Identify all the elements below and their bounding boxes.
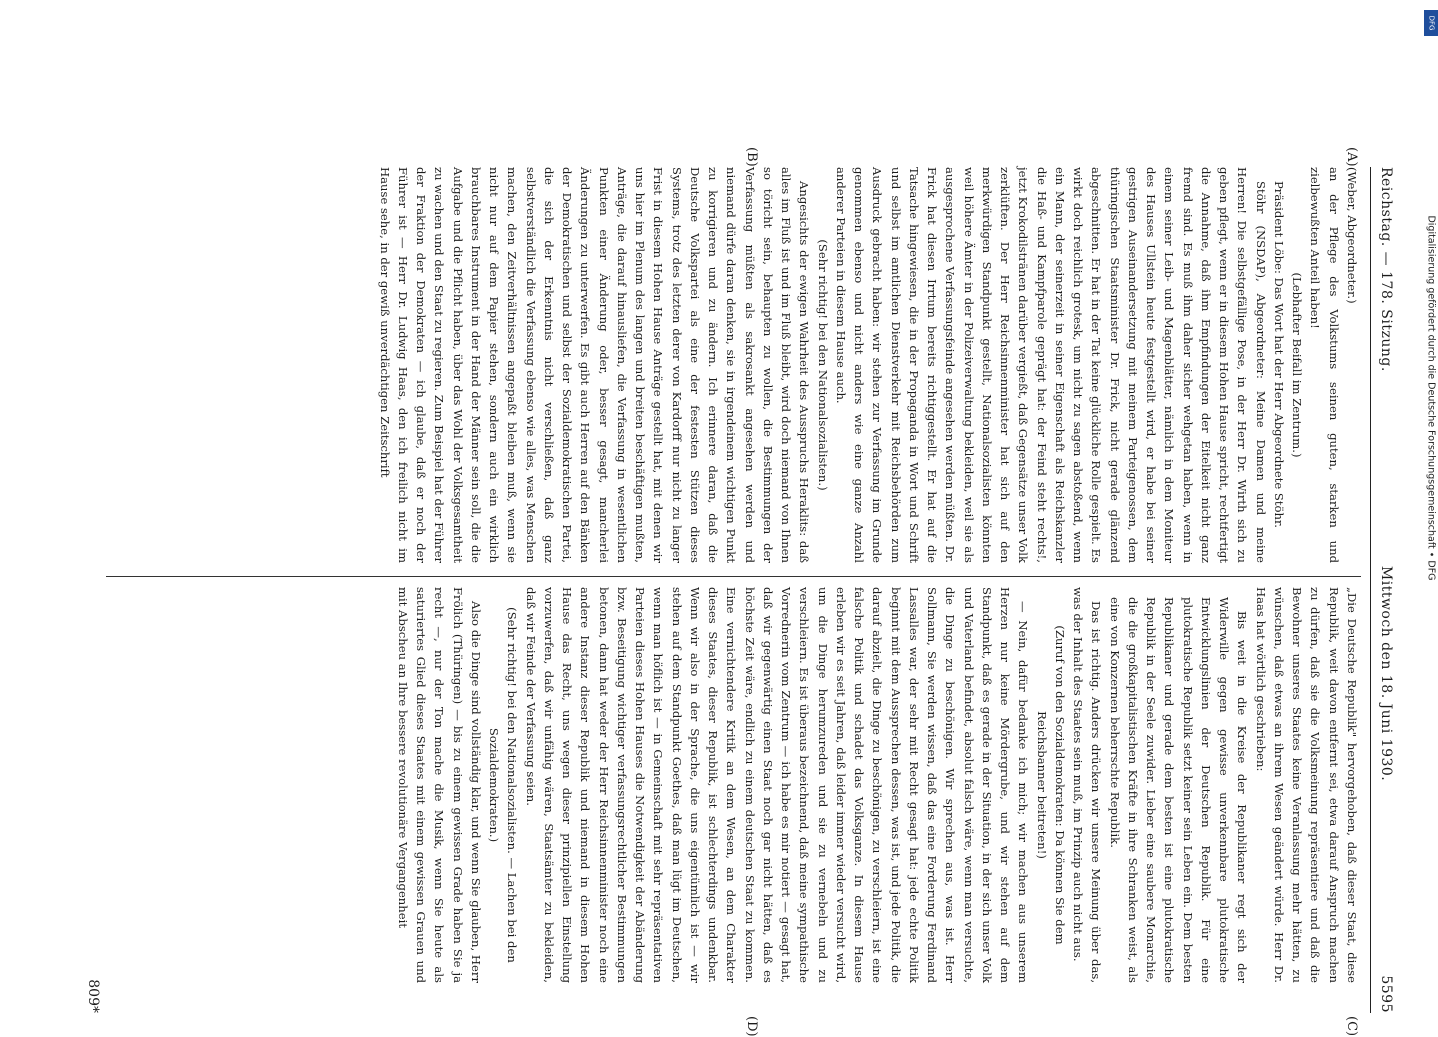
header-session: Reichstag. — 178. Sitzung.	[1378, 167, 1394, 372]
page-header	[1373, 167, 1399, 1013]
page-footer-signature: 809*	[85, 979, 101, 1013]
digitization-credit: Digitalisierung gefördert durch die Deutsche Forschungsgemeinschaft • DFG	[1425, 215, 1437, 581]
speech-paragraph: — Nein, dafür bedanke ich mich; wir machen aus unserem Herzen nur keine Mördergrube, und wir stehen auf dem Standpunkt, daß es gerade in der Situation, in der sich unser Volk und Vaterland befindet, absolut falsch wäre, wenn man versuchte, die Dinge zu beschönigen. Wir sprechen aus, was ist. Herr Sollmann, Sie werden wissen, daß das eine Forderung Ferdinand Lassalles war, der sehr mit Recht gesagt hat: jede echte Politik beginnt mit dem Aussprechen dessen, was ist, und jede Politik, die darauf abzielt, die Dinge zu beschönigen, zu verschleiern, ist eine falsche Politik und schadet das Volksganze. In diesem Hause erleben wir es seit Jahren, daß leider immer wieder versucht wird, um die Dinge herumzureden und sie zu vernebeln und zu verschleiern. Es ist überaus bezeichnend, daß meine sympathische Vorrednerin vom Zentrum — ich habe es mir notiert — gesagt hat, daß wir gegenwärtig einen Staat noch gar nicht hätten, daß es höchste Zeit wäre, endlich zu einem deutschen Staat zu kommen. Eine vernichtendere Kritik an dem Wesen, an dem Charakter dieses Staates, dieser Republik, ist schlechterdings undenkbar. Wenn wir also in der Sprache, die uns eigentümlich ist — wir stehen auf dem Standpunkt Goethes, daß man lügt im Deutschen, wenn man höflich ist — in Gemeinschaft mit sehr repräsentativen Parteien dieses Hohen Hauses die Notwendigkeit der Abänderung bzw. Beseitigung wichtiger verfassungsrechtlicher Bestimmungen betonen, dann hat weder der Herr Reichsinnenminister noch eine andere Instanz dieser Republik und niemand in diesem Hohen Hause das Recht, uns wegen dieser prinzipiellen Einstellung vorzuwerfen, daß wir unfähig wären, Staatsämter zu bekleiden, daß wir Feinde der Verfassung seien.	[523, 587, 1031, 983]
column-divider	[106, 576, 1361, 577]
header-rule	[1370, 167, 1371, 1013]
header-date: Mittwoch den 18. Juni 1930.	[1378, 565, 1394, 782]
quotation: Bis weit in die Kreise der Republikaner regt sich der Widerwille gegen gewisse unverkennbare plutokratische Entwicklungslinien der Deutschen Republik. Für eine plutokratische Republik setzt keiner sein Leben ein. Dem besten Republikaner und gerade dem besten ist eine plutokratische Republik in der Seele zuwider. Lieber eine saubere Monarchie, die die großkapitalistischen Kräfte in ihre Schranken weist, als eine von Konzernen beherrschte Republik.	[1107, 597, 1250, 983]
margin-letter-d: (D)	[744, 1016, 759, 1037]
interjection: (Zuruf von den Sozialdemokraten: Da können Sie dem Reichsbanner beitreten!)	[1034, 625, 1067, 945]
paragraph: „Die Deutsche Republik" hervorgehoben, daß dieser Staat, diese Republik, weit davon entfernt sei, etwa darauf Anspruch machen zu dürfen, daß sie die Volksmeinung repräsentiere und daß die Bewohner unseres Staates keine Veranlassung mehr hätten, zu wünschen, daß etwas an ihrem Wesen geändert würde. Herr Dr. Haas hat wörtlich geschrieben:	[1253, 587, 1359, 983]
header-page-number: 5595	[1378, 975, 1394, 1013]
dfg-logo-icon	[1424, 10, 1438, 36]
rotated-page-content	[79, 147, 1399, 1037]
interjection: (Sehr richtig! bei den Nationalsozialisten. — Lachen bei den Sozialdemokraten.)	[487, 607, 520, 963]
speaker-continuation: (Weber, Abgeordneter.)	[1345, 167, 1359, 304]
margin-letter-c: (C)	[1344, 1016, 1359, 1037]
interjection: (Sehr richtig! bei den Nationalsozialisten.)	[815, 239, 830, 491]
dfg-logo-text: DFG	[1427, 15, 1435, 31]
speech-paragraph: Also die Dinge sind vollständig klar, und wenn Sie glauben, Herr Frölich (Thüringen) — bis zu einem gewissen Grade haben Sie ja recht —, nur der Ton mache die Musik, wenn Sie heute als saturiertes Glied dieses Staates mit einem gewissen Grauen und mit Abscheu an Ihre bessere revolutionäre Vergangenheit	[396, 587, 483, 983]
margin-letter-b: (B)	[744, 147, 759, 167]
paragraph: Das ist richtig. Anders drücken wir unsere Meinung über das, was der Inhalt des Staates sein muß, im Prinzip auch nicht aus.	[1071, 587, 1104, 983]
speech-paragraph: Angesichts der ewigen Wahrheit des Ausspruchs Heraklits: daß alles im Fluß ist und im Fluß bleibt, wird doch niemand von Ihnen so töricht sein, behaupten zu wollen, die Bestimmungen der Verfassung müßten als sakrosankt angesehen werden und niemand dürfe daran denken, sie in irgendeinem wichtigen Punkt zu korrigieren und zu ändern. Ich erinnere daran, daß die Deutsche Volkspartei als eine der festesten Stützen dieses Systems, trotz des letzten derer von Kardorff nur nicht zu langer Frist in diesem Hohen Hause Anträge gestellt hat, mit denen wir uns hier im Plenum des langen und breiten beschäftigen mußten, Anträge, die darauf hinausliefen, die Verfassung in wesentlichen Punkten einer Änderung oder, besser gesagt, mancherlei Änderungen zu unterwerfen. Es gibt auch Herren auf den Bänken der Demokratischen und selbst der Sozialdemokratischen Partei, die sich der Erkenntnis nicht verschließen, daß ganz selbstverständlich die Verfassung ebenso wie alles, was Menschen machen, den Zeitverhältnissen angepaßt bleiben muß, wenn sie nicht nur auf dem Papier stehen, sondern auch ein wirklich brauchbares Instrument in der Hand der Männer sein soll, die die Aufgabe und die Pflicht haben, über das Wohl der Volksgesamtheit zu wachen und den Staat zu regieren. Zum Beispiel hat der Führer der Fraktion der Demokraten — ich glaube, daß er noch der Führer ist — Herr Dr. Ludwig Haas, den ich freilich nicht im Hause sehe, in der gewiß unverdächtigen Zeitschrift	[377, 167, 812, 563]
applause-note: (Lebhafter Beifall im Zentrum.)	[1290, 272, 1305, 458]
president-statement: Präsident Löbe: Das Wort hat der Herr Abgeordnete Stöhr.	[1272, 181, 1286, 528]
margin-letter-a: (A)	[1344, 147, 1359, 167]
paragraph: an der Pflege des Volkstums seinen guten, starken und zielbewußten Anteil haben!	[1308, 167, 1341, 563]
right-column	[106, 587, 1361, 983]
speech-paragraph: Stöhr (NSDAP), Abgeordneter: Meine Damen und meine Herren! Die selbstgefällige Pose, in der Herr Dr. Wirth sich zu geben pflegt, wenn er in diesem Hohen Hause spricht, rechtfertigt die Annahme, daß ihm Empfindungen der Eitelkeit nicht ganz fremd sind. Es muß ihm daher sicher wehgetan haben, wenn in einem seiner Leib- und Magenblätter, nämlich in dem Moniteur des Hauses Ullstein heute festgestellt wird, er habe bei seiner gestrigen Auseinandersetzung mit meinem Parteigenossen, dem thüringischen Staatsminister Dr. Frick, nicht gerade glänzend abgeschnitten. Er hat in der Tat keine glückliche Rolle gespielt. Es wirkt doch reichlich grotesk, um nicht zu sagen abstoßend, wenn ein Mann, der seinerzeit in seiner Eigenschaft als Reichskanzler die Haß- und Kampfparole geprägt hat: der Feind steht rechts!, jetzt Krokodilstränen darüber vergießt, daß Gegensätze unser Volk zerklüften. Der Herr Reichsinnenminister hat sich auf den merkwürdigen Standpunkt gestellt, Nationalsozialisten könnten weil höhere Ämter in der Polizeiverwaltung bekleiden, weil sie als ausgesprochene Verfassungsfeinde angesehen werden müßten. Dr. Frick hat diesen Irrtum bereits richtiggestellt. Er hat auf die Tatsache hingewiesen, die in der Propaganda in Wort und Schrift und selbst im amtlichen Dienstverkehr mit Reichsbehörden zum Ausdruck gebracht haben: wir stehen zur Verfassung im Grunde genommen ebenso und nicht anders wie eine ganze Anzahl anderer Parteien in diesem Hause auch.	[834, 167, 1268, 563]
left-column	[106, 167, 1361, 563]
